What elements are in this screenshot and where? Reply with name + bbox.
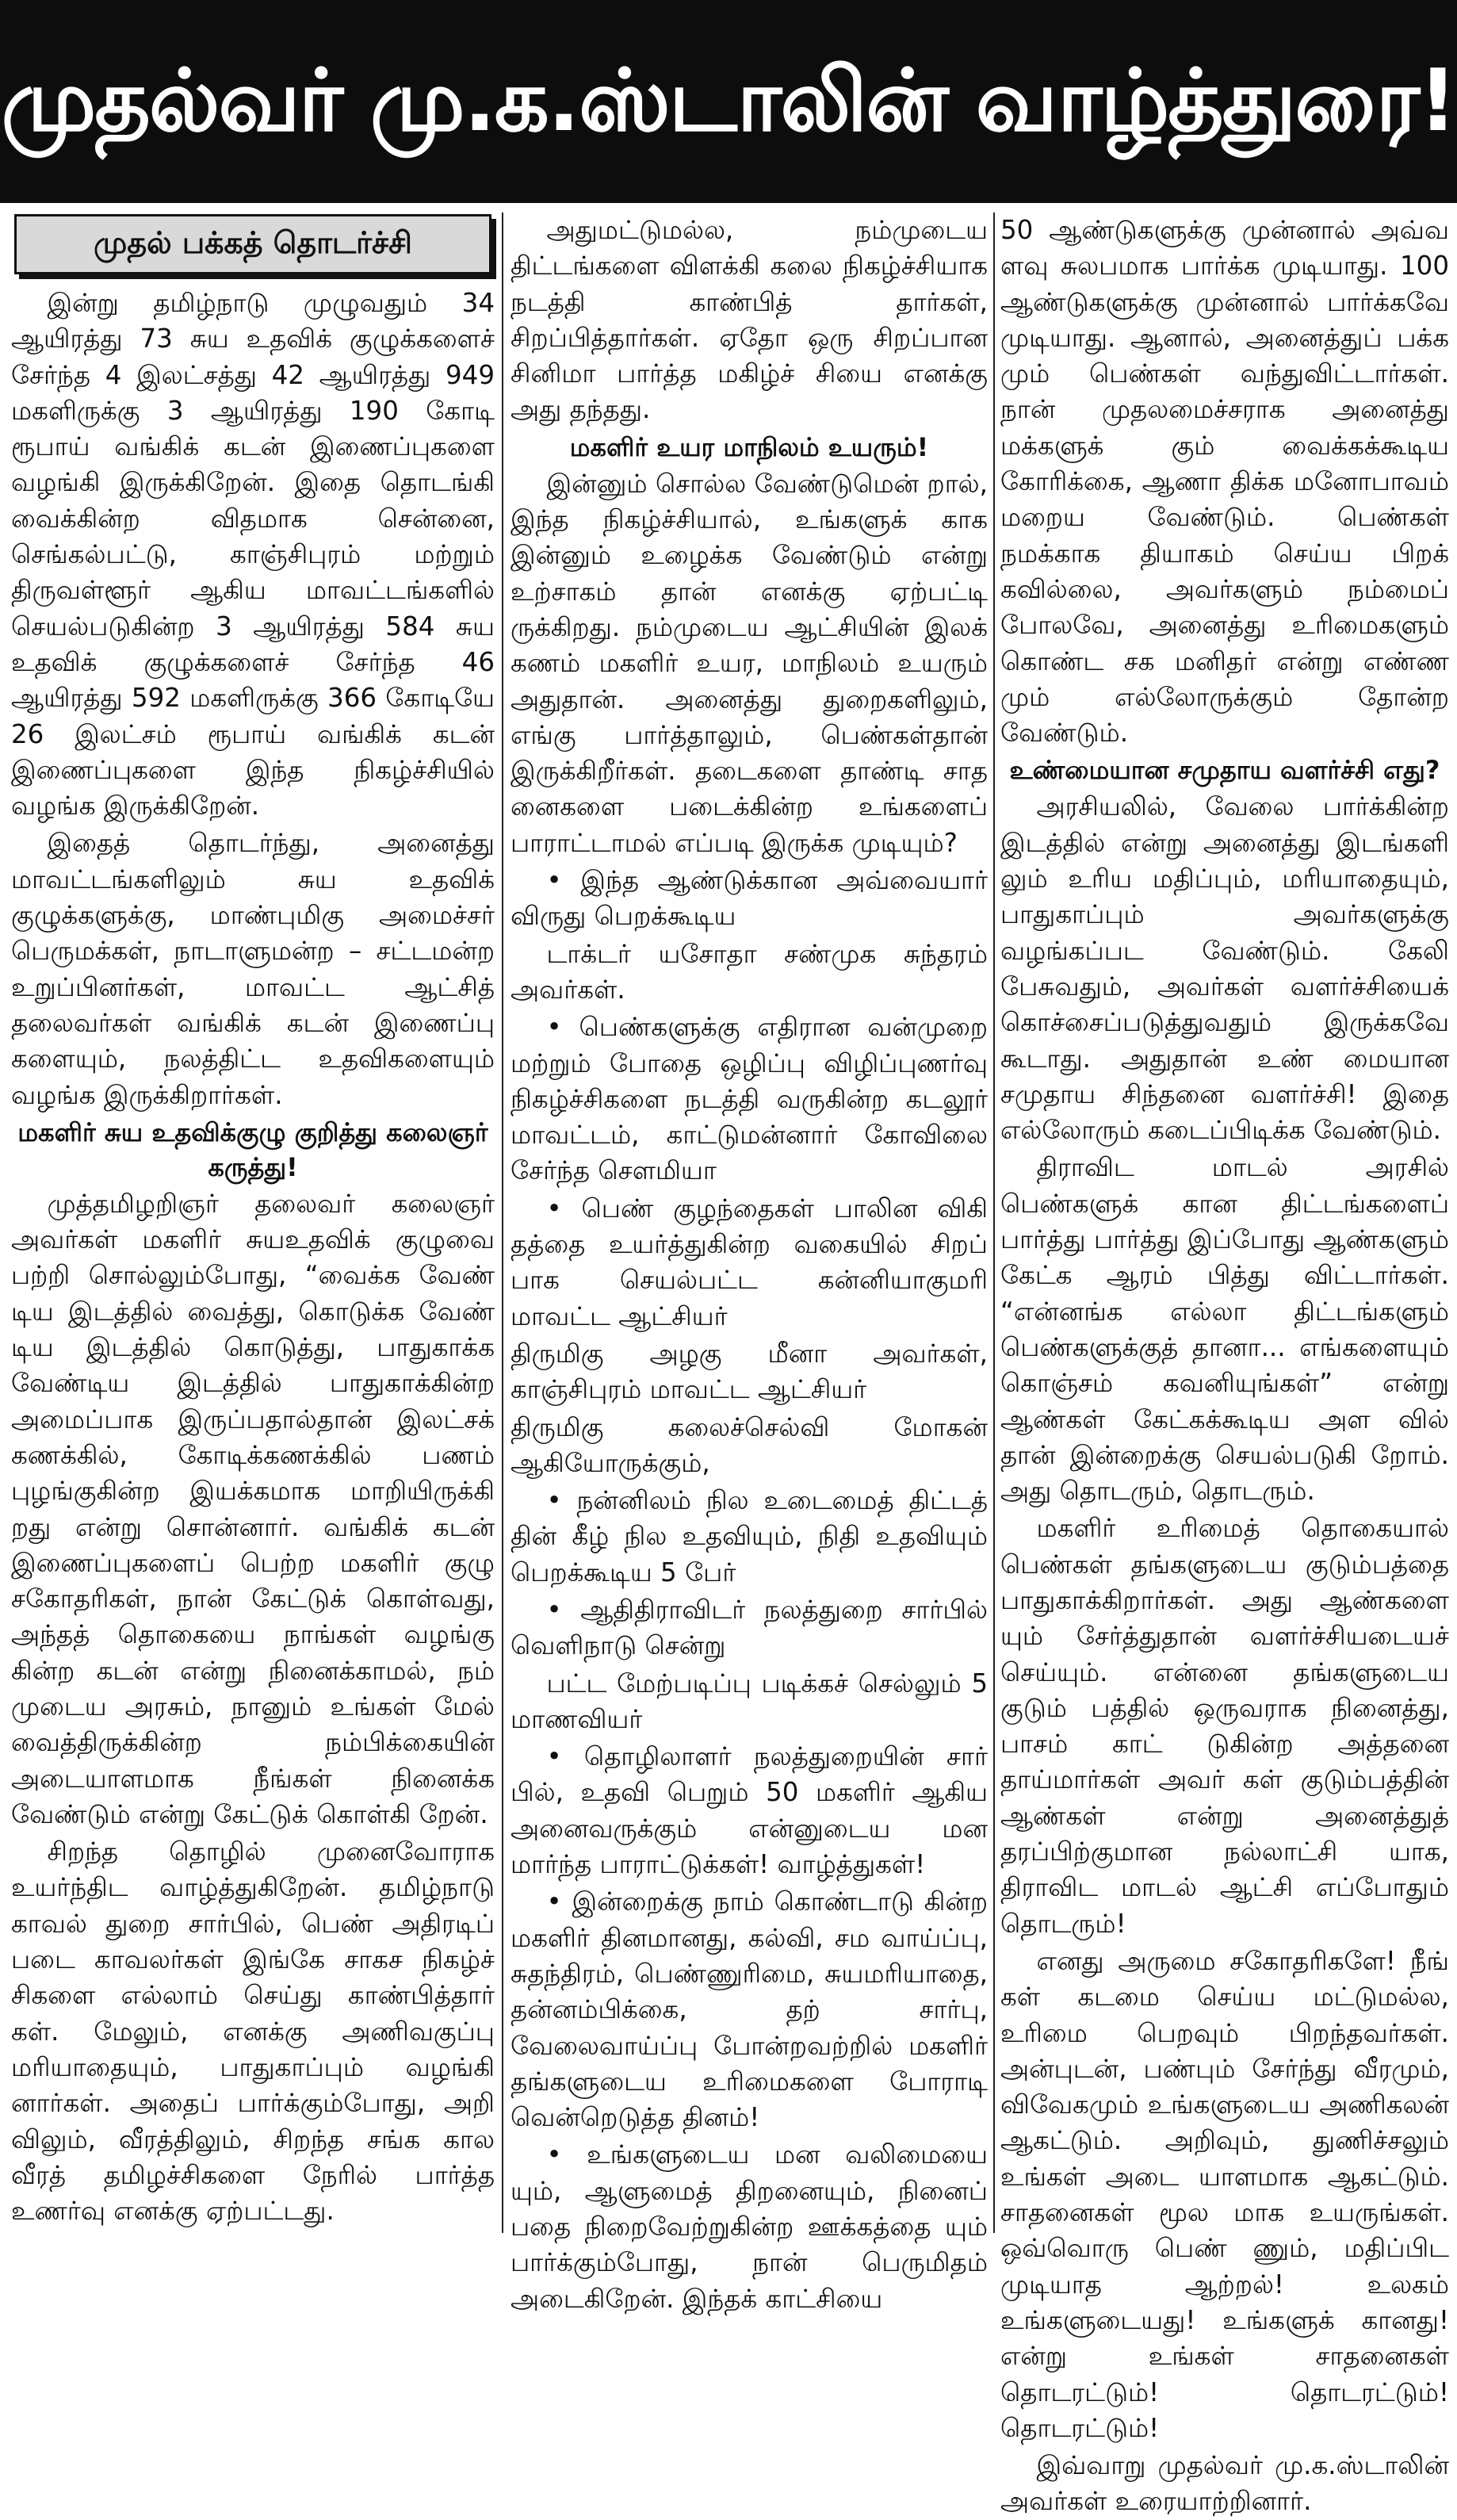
bullet-item: • உங்களுடைய மன வலிமையை யும், ஆளுமைத் திறனையும், நினைப் பதை நிறைவேற்றுகின்ற ஊக்கத்தை யும் பார்க்கும்போது, நான் பெருமிதம் அடைகிறேன். இந்தக் காட்சியை <box>511 2137 988 2316</box>
paragraph: சிறந்த தொழில் முனைவோராக உயர்ந்திட வாழ்த்துகிறேன். தமிழ்நாடு காவல் துறை சார்பில், பெண் அதிரடிப் படை காவலர்கள் இங்கே சாகச நிகழ்ச் சிகளை எல்லாம் செய்து காண்பித்தார் கள். மேலும், எனக்கு அணிவகுப்பு மரியாதையும், பாதுகாப்பும் வழங்கி னார்கள். அதைப் பார்க்கும்போது, அறி விலும், வீரத்திலும், சிறந்த சங்க கால வீரத் தமிழச்சிகளை நேரில் பார்த்த உணர்வு எனக்கு ஏற்பட்டது. <box>11 1836 495 2227</box>
paragraph: இவ்வாறு முதல்வர் மு.க.ஸ்டாலின் அவர்கள் உரையாற்றினார். <box>1000 2450 1449 2517</box>
bullet-item: • ஆதிதிராவிடர் நலத்துறை சார்பில் வெளிநாடு சென்று <box>511 1592 988 1664</box>
column-divider <box>993 213 995 2233</box>
bullet-item: • தொழிலாளர் நலத்துறையின் சார் பில், உதவி பெறும் 50 மகளிர் ஆகிய அனைவருக்கும் என்னுடைய மன மார்ந்த பாராட்டுக்கள்! வாழ்த்துகள்! <box>511 1739 988 1882</box>
paragraph: அதுமட்டுமல்ல, நம்முடைய திட்டங்களை விளக்கி கலை நிகழ்ச்சியாக நடத்தி காண்பித் தார்கள், சிறப்பித்தார்கள். ஏதோ ஒரு சிறப்பான சினிமா பார்த்த மகிழ்ச் சியை எனக்கு அது தந்தது. <box>511 215 988 425</box>
paragraph: முத்தமிழறிஞர் தலைவர் கலைஞர் அவர்கள் மகளிர் சுயஉதவிக் குழுவை பற்றி சொல்லும்போது, “வைக்க வேண் டிய இடத்தில் வைத்து, கொடுக்க வேண் டிய இடத்தில் கொடுத்து, பாதுகாக்க வேண்டிய இடத்தில் பாதுகாக்கின்ற அமைப்பாக இருப்பதால்தான் இலட்சக் கணக்கில், கோடிக்கணக்கில் பணம் புழங்குகின்ற இயக்கமாக மாறியிருக்கி றது என்று சொன்னார். வங்கிக் கடன் இணைப்புகளைப் பெற்ற மகளிர் குழு சகோதரிகள், நான் கேட்டுக் கொள்வது, அந்தத் தொகையை நாங்கள் வழங்கு கின்ற கடன் என்று நினைக்காமல், நம் முடைய அரசும், நானும் உங்கள் மேல் வைத்திருக்கின்ற நம்பிக்கையின் அடையாளமாக நீங்கள் நினைக்க வேண்டும் என்று கேட்டுக் கொள்கி றேன். <box>11 1188 495 1829</box>
subheading: மகளிர் உயர மாநிலம் உயரும்! <box>569 431 929 462</box>
article-column-2 <box>511 213 988 2314</box>
paragraph: 50 ஆண்டுகளுக்கு முன்னால் அவ்வ ளவு சுலபமாக பார்க்க முடியாது. 100 ஆண்டுகளுக்கு முன்னால் பார்க்கவே முடியாது. ஆனால், அனைத்துப் பக்க மும் பெண்கள் வந்துவிட்டார்கள். நான் முதலமைச்சராக அனைத்து மக்களுக் கும் வைக்கக்கூடிய கோரிக்கை, ஆணா திக்க மனோபாவம் மறைய வேண்டும். பெண்கள் நமக்காக தியாகம் செய்ய பிறக் கவில்லை, அவர்களும் நம்மைப் போலவே, அனைத்து உரிமைகளும் கொண்ட சக மனிதர் என்று எண்ண மும் எல்லோருக்கும் தோன்ற வேண்டும். <box>1000 215 1449 749</box>
paragraph: டாக்டர் யசோதா சண்முக சுந்தரம் அவர்கள். <box>511 938 988 1005</box>
paragraph: இதைத் தொடர்ந்து, அனைத்து மாவட்டங்களிலும் சுய உதவிக் குழுக்களுக்கு, மாண்புமிகு அமைச்சர் பெருமக்கள், நாடாளுமன்ற – சட்டமன்ற உறுப்பினர்கள், மாவட்ட ஆட்சித் தலைவர்கள் வங்கிக் கடன் இணைப்பு களையும், நலத்திட்ட உதவிகளையும் வழங்க இருக்கிறார்கள். <box>11 828 495 1110</box>
bullet-item: • பெண் குழந்தைகள் பாலின விகி தத்தை உயர்த்துகின்ற வகையில் சிறப் பாக செயல்பட்ட கன்னியாகுமரி மாவட்ட ஆட்சியர் <box>511 1191 988 1335</box>
subheading: உண்மையான சமுதாய வளர்ச்சி எது? <box>1009 755 1440 786</box>
article-column-1 <box>11 213 495 2233</box>
paragraph: மகளிர் உரிமைத் தொகையால் பெண்கள் தங்களுடைய குடும்பத்தை பாதுகாக்கிறார்கள். அது ஆண்களை யும் சேர்த்துதான் வளர்ச்சியடையச் செய்யும். என்னை தங்களுடைய குடும் பத்தில் ஒருவராக நினைத்து, பாசம் காட் டுகின்ற அத்தனை தாய்மார்கள் அவர் கள் குடும்பத்தின் ஆண்கள் என்று அனைத்துத் தரப்பிற்குமான நல்லாட்சி யாக, திராவிட மாடல் ஆட்சி எப்போதும் தொடரும்! <box>1000 1513 1449 1939</box>
paragraph: அரசியலில், வேலை பார்க்கின்ற இடத்தில் என்று அனைத்து இடங்களி லும் உரிய மதிப்பும், மரியாதையும், பாதுகாப்பும் அவர்களுக்கு வழங்கப்பட வேண்டும். கேலி பேசுவதும், அவர்கள் வளர்ச்சியைக் கொச்சைப்படுத்துவதும் இருக்கவே கூடாது. அதுதான் உண் மையான சமுதாய சிந்தனை வளர்ச்சி! இதை எல்லோரும் கடைப்பிடிக்க வேண்டும். <box>1000 791 1449 1146</box>
bullet-item: • இந்த ஆண்டுக்கான அவ்வையார் விருது பெறக்கூடிய <box>511 863 988 935</box>
paragraph: எனது அருமை சகோதரிகளே! நீங் கள் கடமை செய்ய மட்டுமல்ல, உரிமை பெறவும் பிறந்தவர்கள். அன்புடன், பண்பும் சேர்ந்து வீரமும், விவேகமும் உங்களுடைய அணிகலன் ஆகட்டும். அறிவும், துணிச்சலும் உங்கள் அடை யாளமாக ஆகட்டும். சாதனைகள் மூல மாக உயருங்கள். ஒவ்வொரு பெண் ணும், மதிப்பிட முடியாத ஆற்றல்! உலகம் உங்களுடையது! உங்களுக் கானது! என்று உங்கள் சாதனைகள் தொடரட்டும்! தொடரட்டும்! தொடரட்டும்! <box>1000 1945 1449 2443</box>
continuation-label: முதல் பக்கத் தொடர்ச்சி <box>14 214 491 274</box>
paragraph: பட்ட மேற்படிப்பு படிக்கச் செல்லும் 5 மாணவியர் <box>511 1668 988 1734</box>
bullet-item: • நன்னிலம் நில உடைமைத் திட்டத் தின் கீழ் நில உதவியும், நிதி உதவியும் பெறக்கூடிய 5 பேர் <box>511 1483 988 1591</box>
article-column-3 <box>1000 213 1449 2517</box>
bullet-item: • இன்றைக்கு நாம் கொண்டாடு கின்ற மகளிர் தினமானது, கல்வி, சம வாய்ப்பு, சுதந்திரம், பெண்ணுரிமை, சுயமரியாதை, தன்னம்பிக்கை, தற் சார்பு, வேலைவாய்ப்பு போன்றவற்றில் மகளிர் தங்களுடைய உரிமைகளை போராடி வென்றெடுத்த தினம்! <box>511 1884 988 2135</box>
paragraph: திருமிகு கலைச்செல்வி மோகன் ஆகியோருக்கும், <box>511 1411 988 1478</box>
paragraph: இன்று தமிழ்நாடு முழுவதும் 34 ஆயிரத்து 73 சுய உதவிக் குழுக்களைச் சேர்ந்த 4 இலட்சத்து 42 ஆயிரத்து 949 மகளிருக்கு 3 ஆயிரத்து 190 கோடி ரூபாய் வங்கிக் கடன் இணைப்புகளை வழங்கி இருக்கிறேன். இதை தொடங்கி வைக்கின்ற விதமாக சென்னை, செங்கல்பட்டு, காஞ்சிபுரம் மற்றும் திருவள்ளூர் ஆகிய மாவட்டங்களில் செயல்படுகின்ற 3 ஆயிரத்து 584 சுய உதவிக் குழுக்களைச் சேர்ந்த 46 ஆயிரத்து 592 மகளிருக்கு 366 கோடியே 26 இலட்சம் ரூபாய் வங்கிக் கடன் இணைப்புகளை இந்த நிகழ்ச்சியில் வழங்க இருக்கிறேன். <box>11 288 495 821</box>
paragraph: இன்னும் சொல்ல வேண்டுமென் றால், இந்த நிகழ்ச்சியால், உங்களுக் காக இன்னும் உழைக்க வேண்டும் என்று உற்சாகம் தான் எனக்கு ஏற்பட்டி ருக்கிறது. நம்முடைய ஆட்சியின் இலக் கணம் மகளிர் உயர, மாநிலம் உயரும் அதுதான். அனைத்து துறைகளிலும், எங்கு பார்த்தாலும், பெண்கள்தான் இருக்கிறீர்கள். தடைகளை தாண்டி சாத னைகளை படைக்கின்ற உங்களைப் பாராட்டாமல் எப்படி இருக்க முடியும்? <box>511 468 988 858</box>
bullet-item: • பெண்களுக்கு எதிரான வன்முறை மற்றும் போதை ஒழிப்பு விழிப்புணர்வு நிகழ்ச்சிகளை நடத்தி வருகின்ற கடலூர் மாவட்டம், காட்டுமன்னார் கோவிலை சேர்ந்த சௌமியா <box>511 1009 988 1189</box>
headline: முதல்வர் மு.க.ஸ்டாலின் வாழ்த்துரை! <box>1 52 1456 151</box>
paragraph: திருமிகு அழகு மீனா அவர்கள், காஞ்சிபுரம் மாவட்ட ஆட்சியர் <box>511 1338 988 1405</box>
headline-banner <box>0 0 1457 203</box>
paragraph: திராவிட மாடல் அரசில் பெண்களுக் கான திட்டங்களைப் பார்த்து பார்த்து இப்போது ஆண்களும் கேட்க ஆரம் பித்து விட்டார்கள். “என்னங்க எல்லா திட்டங்களும் பெண்களுக்குத் தானா... எங்களையும் கொஞ்சம் கவனியுங்கள்” என்று ஆண்கள் கேட்கக்கூடிய அள வில் தான் இன்றைக்கு செயல்படுகி றோம். அது தொடரும், தொடரும். <box>1000 1152 1449 1507</box>
column-divider <box>502 213 503 2233</box>
subheading: மகளிர் சுய உதவிக்குழு குறித்து கலைஞர் கருத்து! <box>17 1116 488 1182</box>
